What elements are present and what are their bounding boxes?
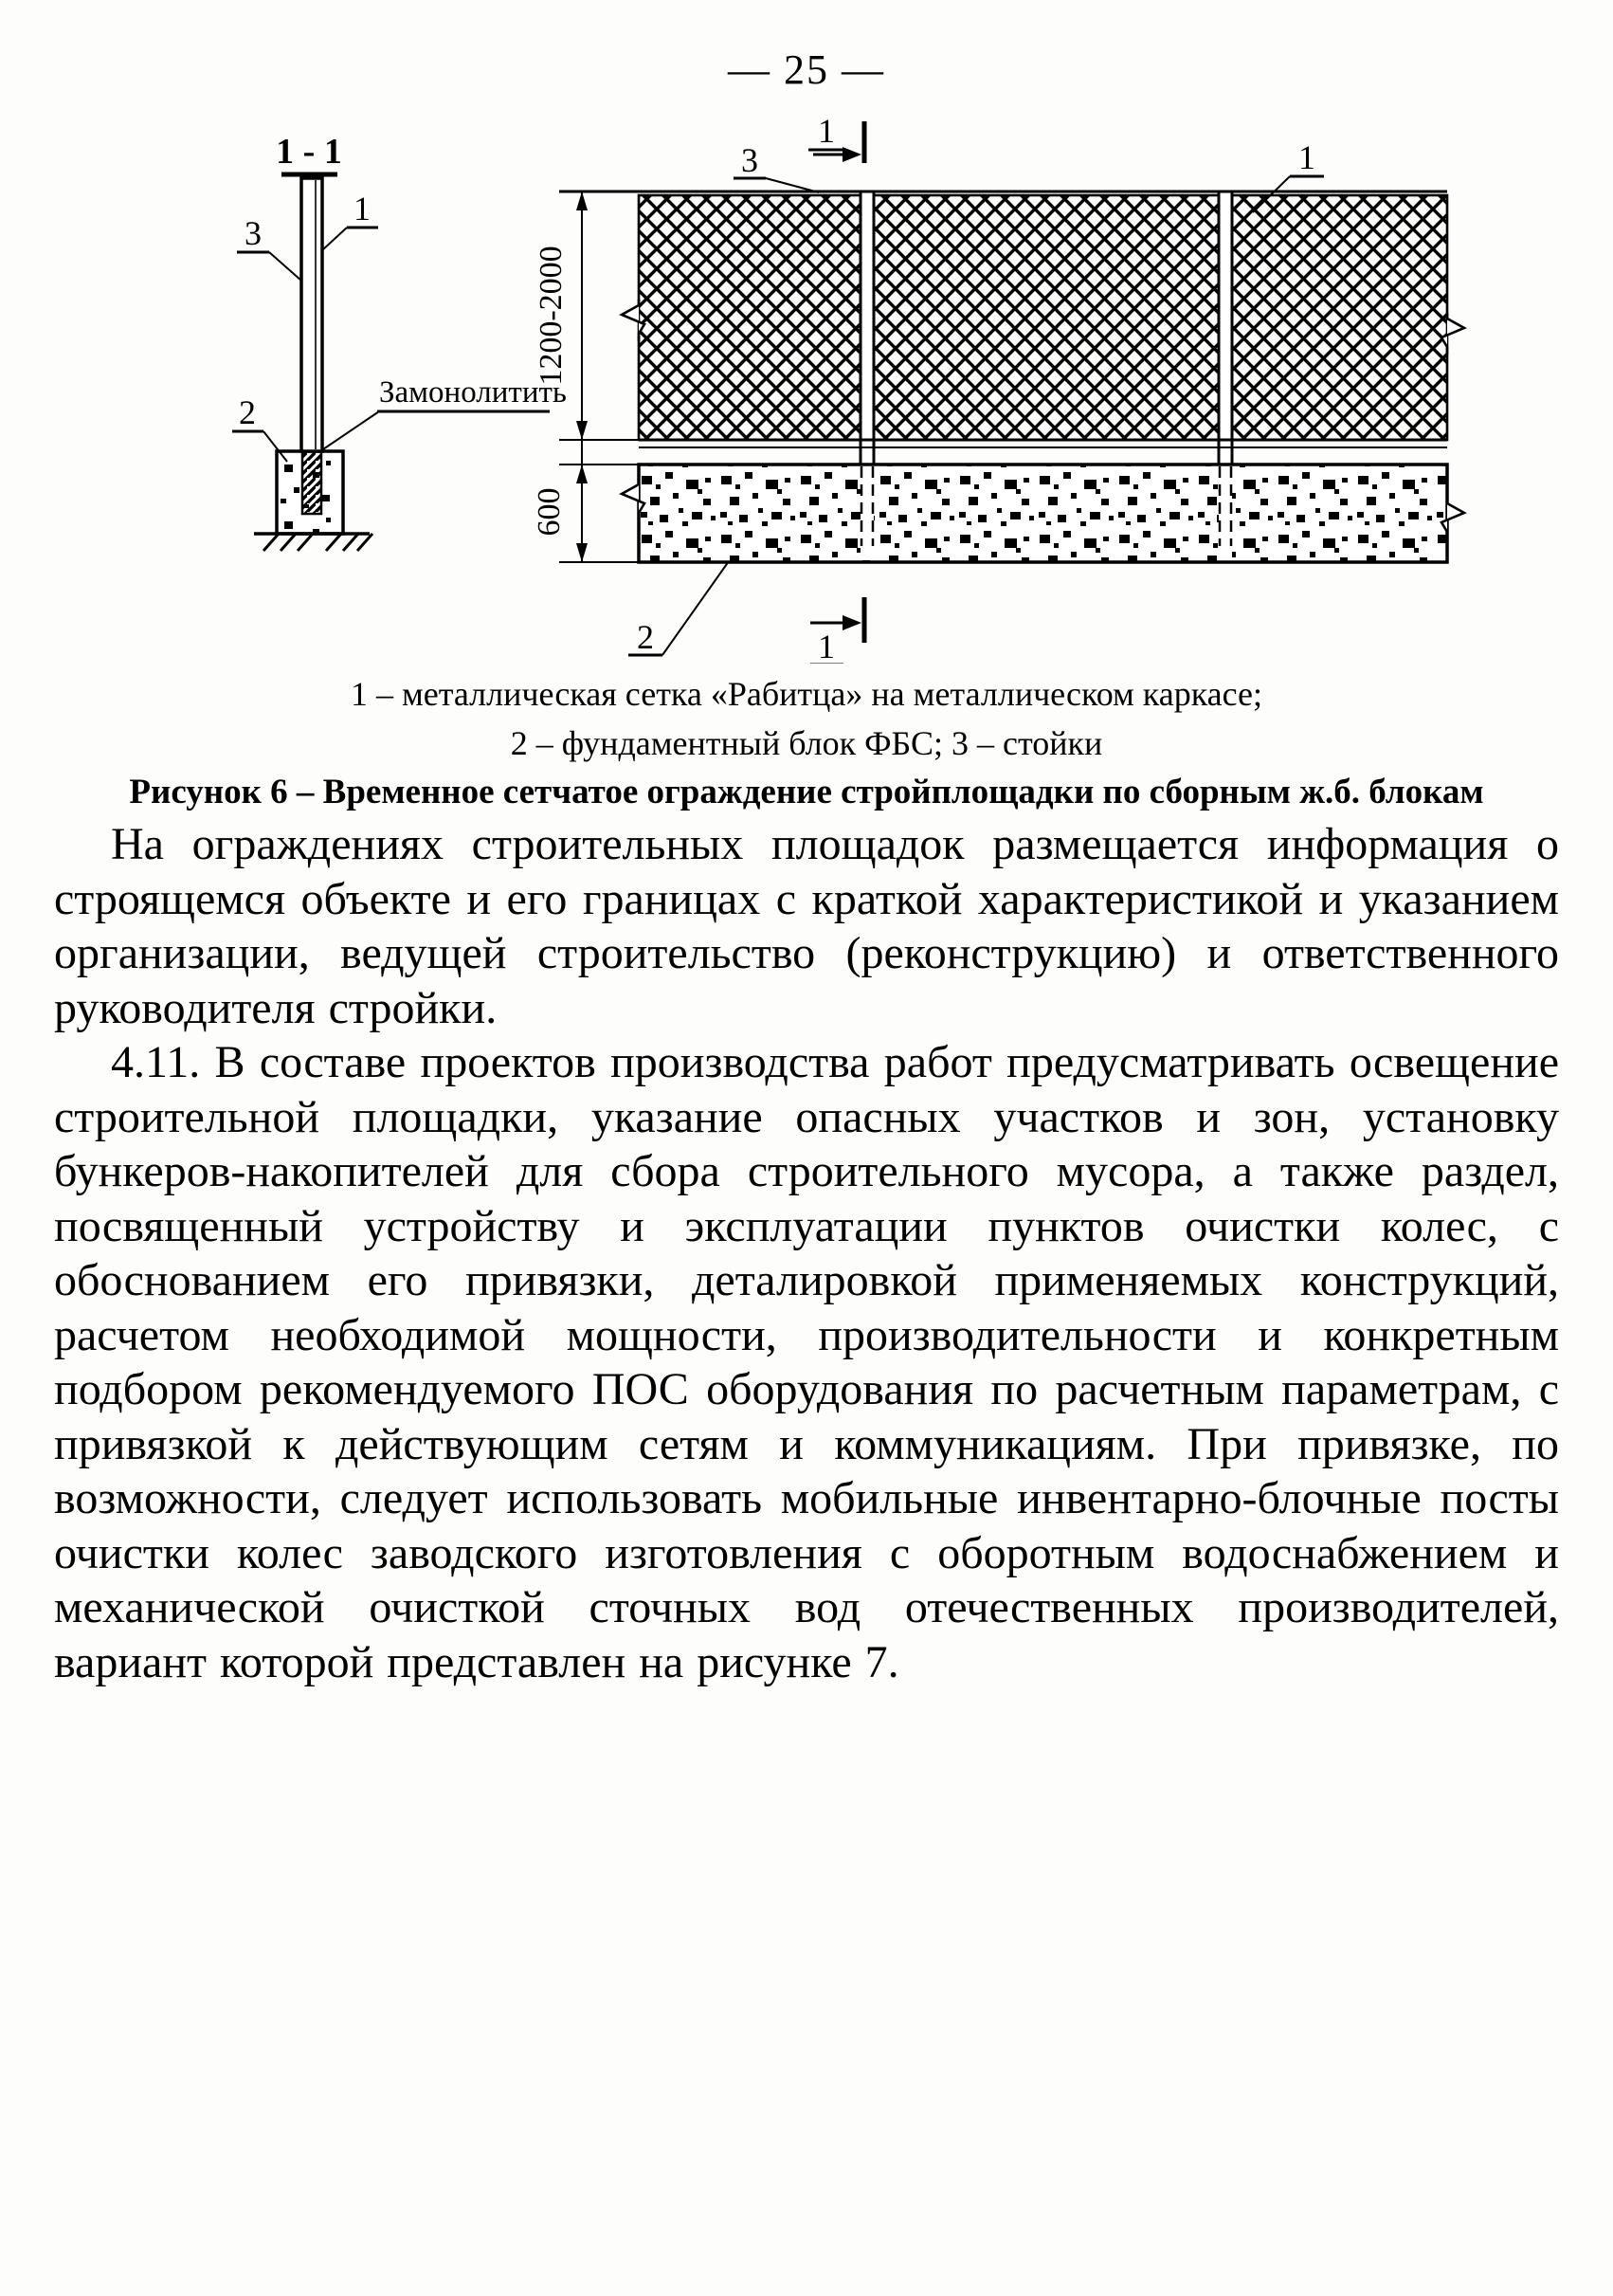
figure-legend-line-1: 1 – металлическая сетка «Рабитца» на металлическом каркасе; [350,675,1263,713]
dimension-lines [559,191,639,562]
foundation-blocks-row [639,465,1447,562]
callout-2-elevation: 2 [637,618,654,656]
section-title: 1 - 1 [276,132,342,172]
dim-mesh-height: 1200-2000 [534,246,569,386]
embed-note: Замонолитить [379,375,567,410]
paragraph-2: 4.11. В составе проектов производства работ предусматривать освещение строительной площадки, указание опасных участков и зон, установку бункеров-накопителей для сбора строительного мусора, а также раздел, посвященный устройству и эксплуатации пунктов очистки колес, с обоснованием его привязки, деталировкой применяемых конструкций, расчетом необходимой мощности, производительности и конкретным подбором рекомендуемого ПОС оборудования по расчетным параметрам, с привязкой к действующим сетям и коммуникациям. При привязке, по возможности, следует использовать мобильные инвентарно-блочные посты очистки колес заводского изготовления с оборотным водоснабжением и механической очисткой сточных вод отечественных производителей, вариант которой представлен на рисунке 7. [54,1037,1559,1687]
callout-2e-leader [662,561,729,655]
fence-post-1 [861,191,874,465]
figure-6-drawing [0,0,1613,664]
cut-label-bottom: 1 [818,628,835,664]
callout-3-elevation: 3 [741,141,758,179]
callout-3-leader [269,252,301,281]
ground-hatch [263,534,372,551]
embed-note-leader [320,411,379,451]
section-view [232,132,567,551]
elevation-view [532,112,1464,664]
paragraph-1: На ограждениях строительных площадок размещается информация о строящемся объекте и его границах с краткой характеристикой и указанием организации, ведущей строительство (реконструкцию) и ответственного руководителя стройки. [54,819,1559,1033]
figure-caption: Рисунок 6 – Временное сетчатое ограждение стройплощадки по сборным ж.б. блокам [129,773,1484,811]
callout-1-section: 1 [353,190,371,228]
cut-label-top: 1 [818,112,835,150]
callout-1-elevation: 1 [1298,138,1315,176]
page-number: — 25 — [728,46,885,93]
mesh-panel-right [1232,195,1447,440]
dim-block-height: 600 [532,487,567,537]
figure-caption-block [0,669,1613,817]
mesh-panel-center [874,195,1219,440]
callout-3-section: 3 [245,214,262,252]
callout-1-leader [322,228,347,250]
mesh-panel-left [639,195,861,440]
fence-post-2 [1219,191,1232,465]
fence-post-section [301,178,322,451]
figure-legend-line-2: 2 – фундаментный блок ФБС; 3 – стойки [510,724,1103,762]
section-cut-bottom [810,597,864,664]
callout-2-section: 2 [239,393,256,431]
embedded-post-hatch [302,451,321,514]
body-text [54,817,1559,1689]
section-cut-top [808,112,864,163]
